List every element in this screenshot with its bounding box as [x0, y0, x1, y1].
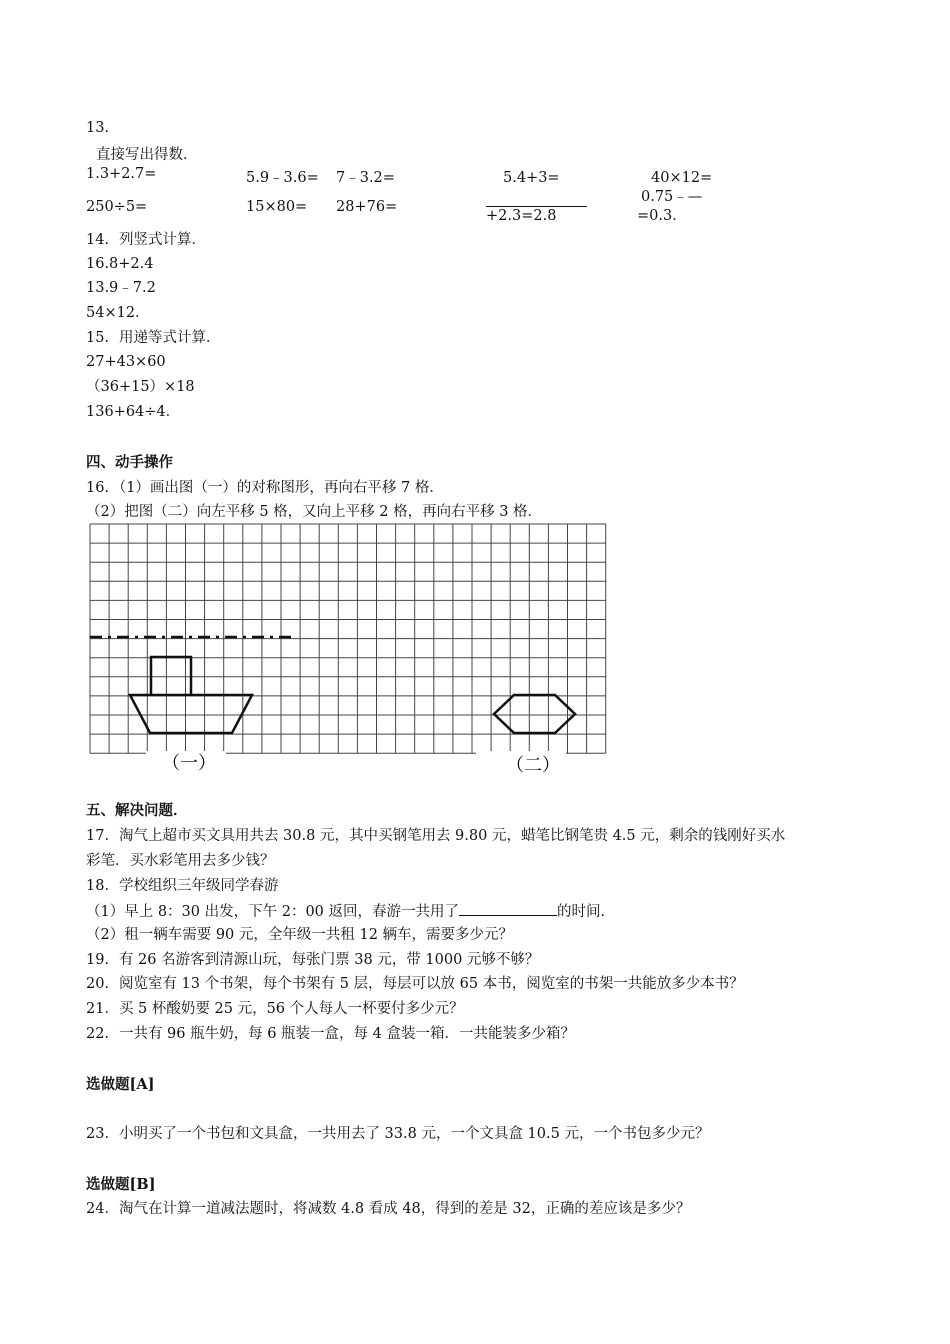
q13-r2-c5: 0.75﹣—	[641, 189, 703, 205]
q21: 21．买 5 杯酸奶要 25 元，56 个人每人一杯要付多少元？	[86, 1001, 464, 1017]
q15-item-3: 136+64÷4．	[86, 404, 181, 420]
section-5-heading: 五、解决问题．	[86, 802, 188, 819]
grid-lines	[90, 524, 606, 753]
figure-2-label: （二）	[506, 755, 560, 773]
boat-hull	[130, 695, 252, 733]
q13-r1-c1: 1.3+2.7=	[86, 166, 157, 182]
q17-line-1: 17．淘气上超市买文具用共去 30.8 元，其中买钢笔用去 9.80 元，蜡笔比钢笔贵 4.5 元，剩余的钱刚好买水	[86, 828, 786, 844]
q18-part1-text: （1）早上 8：30 出发，下午 2：00 返回，春游一共用了	[86, 904, 460, 920]
q18-part1-suffix: 的时间．	[557, 904, 616, 920]
q13-title: 直接写出得数．	[96, 147, 198, 163]
q14-title: 14．列竖式计算．	[86, 232, 206, 248]
q18-part1	[86, 901, 615, 922]
q22: 22．一共有 96 瓶牛奶，每 6 瓶装一盒，每 4 盒装一箱．一共能装多少箱？	[86, 1026, 576, 1042]
q13-r1-c4: 5.4+3=	[503, 170, 560, 186]
optional-b-heading: 选做题[B]	[86, 1176, 156, 1193]
q18-title: 18．学校组织三年级同学春游	[86, 878, 279, 894]
q13-r2-c6: =0.3．	[637, 208, 687, 224]
q13-r2-c4: +2.3=2.8	[486, 208, 557, 224]
q13-r2-c1: 250÷5=	[86, 199, 148, 215]
q18-answer-blank	[459, 901, 557, 916]
q17-line-2: 彩笔．买水彩笔用去多少钱？	[86, 853, 275, 869]
q15-item-2: （36+15）×18	[86, 379, 195, 395]
q15-title: 15．用递等式计算．	[86, 330, 221, 346]
q13-number: 13．	[86, 120, 119, 136]
grid-figure	[86, 523, 618, 773]
q18-part2: （2）租一辆车需要 90 元，全年级一共租 12 辆车，需要多少元？	[86, 927, 514, 943]
q13-r2-c2: 15×80=	[246, 199, 308, 215]
q13-r1-c3: 7﹣3.2=	[336, 170, 395, 186]
section-4-heading: 四、动手操作	[86, 454, 173, 471]
q20: 20．阅览室有 13 个书架，每个书架有 5 层，每层可以放 65 本书，阅览室的书架一共能放多少本书？	[86, 976, 744, 992]
q13-r2-c3: 28+76=	[336, 199, 398, 215]
q14-item-2: 13.9﹣7.2	[86, 280, 156, 296]
hexagon-shape	[494, 695, 575, 733]
q23: 23．小明买了一个书包和文具盒，一共用去了 33.8 元，一个文具盒 10.5 元，一个书包多少元？	[86, 1126, 710, 1142]
q13-r1-c2: 5.9﹣3.6=	[246, 170, 319, 186]
q13-r1-c5: 40×12=	[651, 170, 713, 186]
q24: 24．淘气在计算一道减法题时，将减数 4.8 看成 48，得到的差是 32，正确的差应该是多少？	[86, 1201, 691, 1217]
q16-part1: 16．（1）画出图（一）的对称图形，再向右平移 7 格．	[86, 480, 444, 496]
figure-1-label: （一）	[162, 753, 216, 773]
q15-item-1: 27+43×60	[86, 354, 166, 370]
q16-part2: （2）把图（二）向左平移 5 格，又向上平移 2 格，再向右平移 3 格．	[86, 504, 543, 520]
q19: 19．有 26 名游客到清源山玩，每张门票 38 元，带 1000 元够不够？	[86, 952, 540, 968]
optional-a-heading: 选做题[A]	[86, 1076, 155, 1093]
q14-item-1: 16.8+2.4	[86, 256, 154, 272]
q14-item-3: 54×12．	[86, 305, 150, 321]
